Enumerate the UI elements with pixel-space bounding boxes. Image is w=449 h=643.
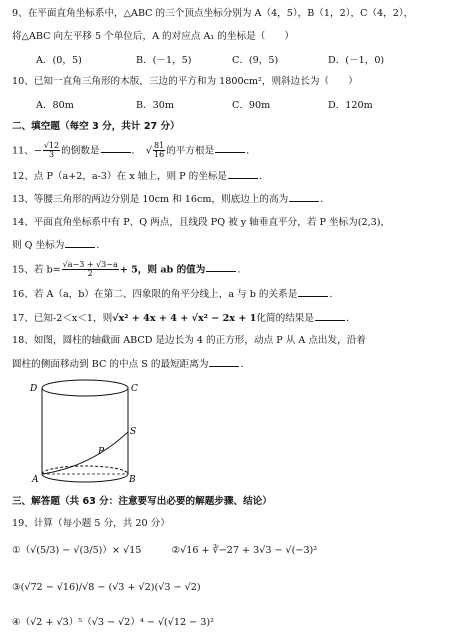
q15-frac-num: √a−3 + √3−a [62, 260, 118, 269]
label-b: B [129, 475, 136, 485]
q10-option-a: A．80m [36, 100, 74, 111]
label-c: C [131, 384, 138, 394]
q11-line: 11、− $\frac{√12}{3}$ 的倒数是 ． √ $\frac{81}{16}$ 的平方根是 ． [12, 141, 256, 160]
q9-line2: 将△ABC 向左平移 5 个单位后，A 的对应点 A₁ 的坐标是（ ） [12, 31, 295, 42]
cylinder-figure [30, 378, 140, 488]
cylinder-bottom-front [42, 474, 128, 482]
shortest-path-curve [42, 432, 128, 474]
label-s: S [130, 427, 137, 437]
q15-frac-den: 2 [87, 269, 93, 279]
cylinder-bottom-back [42, 466, 128, 474]
q13-text: 13、等腰三角形的两边分别是 10cm 和 16cm，则底边上的高为 [12, 194, 289, 205]
q12-line: 12、点 P（a+2，a-3）在 x 轴上，则 P 的坐标是 ． [12, 171, 269, 182]
q11-blank-2 [215, 144, 245, 153]
q10-line1: 10、已知一直角三角形的木版，三边的平方和为 1800cm²，则斜边长为（ ） [12, 76, 358, 87]
q12-blank [228, 170, 258, 179]
q17-blank [315, 312, 345, 321]
q11-root-den: 16 [154, 150, 165, 160]
q18-line2: 圆柱的侧面移动到 BC 的中点 S 的最短距离为 ． [12, 359, 251, 370]
q15-lead: 15、若 b= [12, 264, 61, 276]
cylinder-top-ellipse [42, 380, 128, 396]
q19-part3: ③(√72 − √16)/√8 − (√3 + √2)(√3 − √2) [12, 582, 201, 593]
q9-option-c: C．(9，5) [232, 55, 279, 66]
label-p: P [98, 447, 105, 457]
label-d: D [30, 384, 38, 394]
q10-options [36, 100, 436, 114]
q19-line: 19、计算（每小题 5 分，共 20 分） [12, 518, 170, 529]
q10-option-c: C．90m [232, 100, 271, 111]
q13-line: 13、等腰三角形的两边分别是 10cm 和 16cm，则底边上的高为 ． [12, 194, 330, 205]
q9-option-d: D．(－1，0) [328, 55, 385, 66]
q11-fraction [43, 142, 60, 160]
q14-line2: 则 Q 坐标为 ． [12, 240, 106, 251]
q18-text2: 圆柱的侧面移动到 BC 的中点 S 的最短距离为 [12, 359, 209, 370]
q11-number: 11、 [12, 145, 34, 157]
q15-line: 15、若 b= $\frac{√a-3 + √3-a}{2}$ + 5，则 ab 的值为 ． [12, 260, 247, 279]
q17-tail: 化简的结果是 [256, 313, 314, 324]
q19-p1: ①（√(5/3) − √(3/5)）× √15 [12, 545, 142, 556]
q19-p2: ②√16 + ∛−27 + 3√3 − √(−3)² [171, 545, 318, 556]
q14-line1: 14、平面直角坐标系中有 P、Q 两点，且线段 PQ 被 y 轴垂直平分，若 P 坐标为(2,3)， [12, 217, 391, 228]
q11-root-fraction [153, 142, 165, 160]
q11-blank-1 [101, 144, 131, 153]
q19-part1 [12, 545, 317, 557]
q14-text2: 则 Q 坐标为 [12, 240, 65, 251]
q11-frac-num: √12 [43, 141, 60, 150]
q9-options [36, 55, 436, 69]
q18-blank [209, 358, 239, 367]
q12-text: 12、点 P（a+2，a-3）在 x 轴上，则 P 的坐标是 [12, 171, 228, 182]
q15-fraction [62, 261, 119, 279]
q17-pre: 17、已知-2＜x＜1，则 [12, 313, 113, 324]
q9-option-b: B．(－1，5) [136, 55, 192, 66]
q11-mid: 的倒数是 [61, 145, 100, 157]
q16-line: 16、若 A（a，b）在第二、四象限的角平分线上，a 与 b 的关系是 ． [12, 289, 339, 300]
q9-option-a: A．(0，5) [36, 55, 82, 66]
q10-option-d: D．120m [328, 100, 373, 111]
q11-tail: 的平方根是 [166, 145, 215, 157]
q17-line: 17、已知-2＜x＜1，则√x² + 4x + 4 + √x² − 2x + 1化简的结果是 ． [12, 313, 356, 324]
label-a: A [32, 475, 39, 485]
q14-blank [65, 239, 95, 248]
q16-text: 16、若 A（a，b）在第二、四象限的角平分线上，a 与 b 的关系是 [12, 289, 298, 300]
q16-blank [298, 288, 328, 297]
q15-plus: + 5，则 ab 的值为 [119, 264, 206, 276]
section3-title: 三、解答题（共 63 分：注意要写出必要的解题步骤、结论） [12, 496, 272, 507]
q18-line1: 18、如图，圆柱的轴截面 ABCD 是边长为 4 的正方形，动点 P 从 A 点出发，沿着 [12, 335, 366, 346]
q10-option-b: B．30m [136, 100, 174, 111]
q11-frac-den: 3 [48, 150, 55, 160]
q13-blank [289, 193, 319, 202]
q19-part4: ④（√2 + √3）⁵（√3 − √2）⁴ − √(√12 − 3)² [12, 617, 214, 628]
q11-root-num: 81 [154, 141, 165, 150]
q9-line1: 9、在平面直角坐标系中，△ABC 的三个顶点坐标分别为 A（4，5），B（1，2），C（4，2）， [12, 8, 414, 19]
q15-blank [206, 263, 236, 272]
q17-expression: √x² + 4x + 4 + √x² − 2x + 1 [112, 313, 257, 324]
section2-title: 二、填空题（每空 3 分，共计 27 分） [12, 121, 180, 132]
